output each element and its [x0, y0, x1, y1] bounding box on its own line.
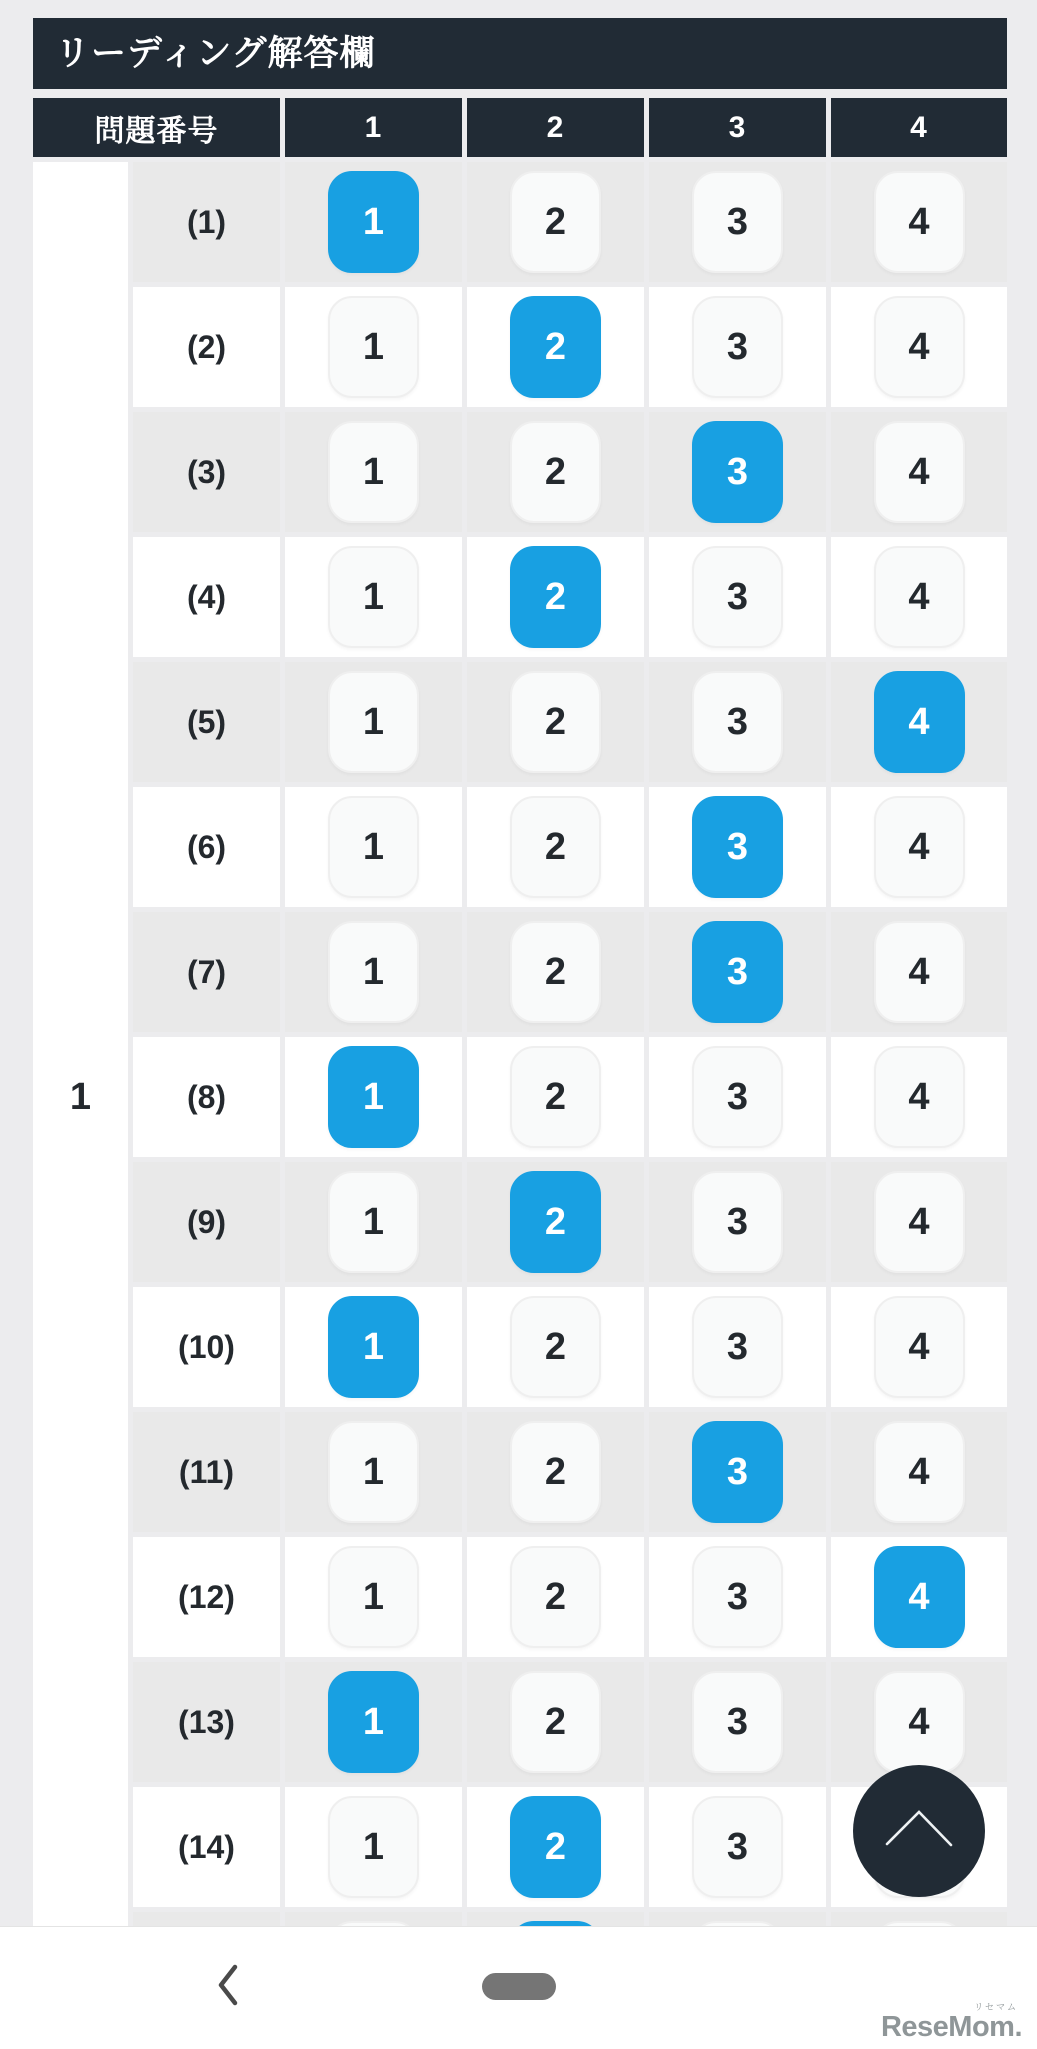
- answer-option-box[interactable]: 4: [874, 296, 965, 398]
- answer-cell: [649, 1537, 826, 1657]
- back-button[interactable]: [215, 1963, 241, 2007]
- answer-cell: [285, 162, 462, 282]
- answer-option-box[interactable]: 4: [874, 546, 965, 648]
- answer-row: [33, 412, 1007, 532]
- answer-cell: [649, 662, 826, 782]
- answer-row: [33, 662, 1007, 782]
- answer-option-box[interactable]: 2: [510, 296, 601, 398]
- answer-option-box[interactable]: 2: [510, 1546, 601, 1648]
- answer-cell: [831, 787, 1007, 907]
- answer-option-box[interactable]: 3: [692, 1546, 783, 1648]
- answer-option-box[interactable]: 4: [874, 1671, 965, 1773]
- question-label: (2): [133, 287, 280, 407]
- answer-cell: [467, 287, 644, 407]
- answer-cell: [285, 1412, 462, 1532]
- answer-option-box[interactable]: 1: [328, 1171, 419, 1273]
- watermark-logo-text: ReseMom.: [880, 2011, 1022, 2043]
- answer-cell: [285, 1037, 462, 1157]
- answer-cell: [831, 1037, 1007, 1157]
- answer-cell: [649, 287, 826, 407]
- answer-option-box[interactable]: 2: [510, 1046, 601, 1148]
- answer-cell: [467, 537, 644, 657]
- answer-cell: [285, 412, 462, 532]
- answer-option-box[interactable]: 2: [510, 1671, 601, 1773]
- answer-row: [33, 1662, 1007, 1782]
- answer-row: [33, 287, 1007, 407]
- answer-row: [33, 162, 1007, 282]
- question-label: (13): [133, 1662, 280, 1782]
- answer-cell: [285, 1662, 462, 1782]
- answer-option-box[interactable]: 1: [328, 296, 419, 398]
- answer-option-box[interactable]: 1: [328, 1296, 419, 1398]
- answer-cell: [831, 1537, 1007, 1657]
- answer-cell: [831, 537, 1007, 657]
- answer-option-box[interactable]: 3: [692, 1171, 783, 1273]
- answer-row: [33, 787, 1007, 907]
- answer-option-box[interactable]: 3: [692, 796, 783, 898]
- question-label: (12): [133, 1537, 280, 1657]
- answer-cell: [649, 1412, 826, 1532]
- answer-option-box[interactable]: 1: [328, 421, 419, 523]
- column-header-question-number: 問題番号: [33, 98, 280, 157]
- sheet-title: リーディング解答欄: [33, 18, 1007, 89]
- question-label: (10): [133, 1287, 280, 1407]
- answer-row: [33, 1037, 1007, 1157]
- answer-row: [33, 537, 1007, 657]
- answer-option-box[interactable]: 4: [874, 421, 965, 523]
- answer-cell: [467, 787, 644, 907]
- watermark-ruby-text: リセマム: [974, 2002, 1018, 2012]
- answer-cell: [467, 1287, 644, 1407]
- answer-option-box[interactable]: 1: [328, 1796, 419, 1898]
- answer-cell: [467, 662, 644, 782]
- answer-cell: [285, 1787, 462, 1907]
- answer-cell: [285, 787, 462, 907]
- answer-option-box[interactable]: 4: [874, 921, 965, 1023]
- answer-option-box[interactable]: 3: [692, 546, 783, 648]
- question-label: (4): [133, 537, 280, 657]
- answer-option-box[interactable]: 1: [328, 1546, 419, 1648]
- answer-cell: [831, 912, 1007, 1032]
- answer-option-box[interactable]: 2: [510, 671, 601, 773]
- answer-cell: [649, 162, 826, 282]
- answer-option-box[interactable]: 2: [510, 1171, 601, 1273]
- answer-option-box[interactable]: 4: [874, 1296, 965, 1398]
- column-header-option-3: 3: [649, 98, 826, 157]
- answer-cell: [467, 412, 644, 532]
- answer-option-box[interactable]: 2: [510, 796, 601, 898]
- answer-cell: [649, 412, 826, 532]
- answer-cell: [649, 1787, 826, 1907]
- system-navigation-bar: [0, 1926, 1037, 2049]
- answer-row: [33, 912, 1007, 1032]
- answer-option-box[interactable]: 2: [510, 171, 601, 273]
- answer-cell: [831, 662, 1007, 782]
- answer-option-box[interactable]: 4: [874, 171, 965, 273]
- answer-sheet-card: [33, 18, 1007, 1920]
- answer-cell: [831, 412, 1007, 532]
- answer-option-box[interactable]: 4: [874, 671, 965, 773]
- answer-cell: [467, 912, 644, 1032]
- answer-cell: [649, 537, 826, 657]
- answer-cell: [649, 1162, 826, 1282]
- answer-option-box[interactable]: 3: [692, 171, 783, 273]
- question-label: (5): [133, 662, 280, 782]
- home-indicator[interactable]: [482, 1973, 556, 2000]
- answer-option-box[interactable]: 2: [510, 1296, 601, 1398]
- answer-option-box[interactable]: 4: [874, 796, 965, 898]
- answer-cell: [831, 162, 1007, 282]
- chevron-up-icon: [880, 1806, 958, 1850]
- answer-row: [33, 1537, 1007, 1657]
- answer-option-box[interactable]: 1: [328, 796, 419, 898]
- question-label: (11): [133, 1412, 280, 1532]
- question-label: (7): [133, 912, 280, 1032]
- answer-cell: [467, 1037, 644, 1157]
- resemom-watermark: [881, 2003, 1022, 2042]
- scroll-to-top-button[interactable]: [853, 1765, 985, 1897]
- question-label: (1): [133, 162, 280, 282]
- answer-option-box[interactable]: 4: [874, 1046, 965, 1148]
- answer-table-viewport: [33, 93, 1007, 1920]
- answer-option-box[interactable]: 1: [328, 1046, 419, 1148]
- answer-cell: [467, 1537, 644, 1657]
- answer-option-box[interactable]: 3: [692, 1296, 783, 1398]
- answer-option-box[interactable]: 3: [692, 1046, 783, 1148]
- question-label: (9): [133, 1162, 280, 1282]
- answer-cell: [285, 1287, 462, 1407]
- answer-option-box[interactable]: 1: [328, 546, 419, 648]
- answer-cell: [467, 1662, 644, 1782]
- answer-cell: [649, 1662, 826, 1782]
- section-number-cell: 1: [33, 162, 128, 2032]
- answer-table: [28, 93, 1012, 2037]
- answer-cell: [285, 662, 462, 782]
- column-header-option-2: 2: [467, 98, 644, 157]
- question-label: (14): [133, 1787, 280, 1907]
- answer-cell: [649, 1037, 826, 1157]
- answer-rows: [33, 162, 1007, 2032]
- answer-row: [33, 1412, 1007, 1532]
- answer-cell: [831, 287, 1007, 407]
- answer-option-box[interactable]: 1: [328, 671, 419, 773]
- chevron-left-icon: [221, 1967, 235, 2003]
- answer-cell: [831, 1162, 1007, 1282]
- answer-cell: [285, 1537, 462, 1657]
- answer-option-box[interactable]: 1: [328, 1671, 419, 1773]
- answer-cell: [285, 912, 462, 1032]
- answer-cell: [467, 1787, 644, 1907]
- question-label: (6): [133, 787, 280, 907]
- answer-option-box[interactable]: 2: [510, 921, 601, 1023]
- answer-cell: [649, 1287, 826, 1407]
- answer-option-box[interactable]: 3: [692, 1796, 783, 1898]
- answer-option-box[interactable]: 4: [874, 1421, 965, 1523]
- answer-option-box[interactable]: 3: [692, 296, 783, 398]
- question-label: (3): [133, 412, 280, 532]
- answer-cell: [831, 1412, 1007, 1532]
- answer-option-box[interactable]: 2: [510, 546, 601, 648]
- answer-cell: [649, 787, 826, 907]
- answer-option-box[interactable]: 2: [510, 1796, 601, 1898]
- question-label: (8): [133, 1037, 280, 1157]
- answer-option-box[interactable]: 3: [692, 1671, 783, 1773]
- answer-option-box[interactable]: 3: [692, 921, 783, 1023]
- answer-option-box[interactable]: 3: [692, 1421, 783, 1523]
- answer-row: [33, 1287, 1007, 1407]
- answer-option-box[interactable]: 3: [692, 671, 783, 773]
- column-header-row: [33, 98, 1007, 157]
- answer-cell: [467, 1412, 644, 1532]
- answer-option-box[interactable]: 2: [510, 421, 601, 523]
- column-header-option-4: 4: [831, 98, 1007, 157]
- answer-cell: [467, 162, 644, 282]
- answer-cell: [831, 1287, 1007, 1407]
- answer-cell: [285, 537, 462, 657]
- answer-row: [33, 1162, 1007, 1282]
- answer-cell: [649, 912, 826, 1032]
- answer-cell: [467, 1162, 644, 1282]
- answer-option-box[interactable]: 2: [510, 1421, 601, 1523]
- answer-cell: [285, 287, 462, 407]
- column-header-option-1: 1: [285, 98, 462, 157]
- answer-option-box[interactable]: 1: [328, 171, 419, 273]
- answer-cell: [285, 1162, 462, 1282]
- answer-option-box[interactable]: 4: [874, 1546, 965, 1648]
- answer-option-box[interactable]: 1: [328, 921, 419, 1023]
- answer-cell: [831, 1662, 1007, 1782]
- answer-option-box[interactable]: 4: [874, 1171, 965, 1273]
- answer-option-box[interactable]: 1: [328, 1421, 419, 1523]
- answer-option-box[interactable]: 3: [692, 421, 783, 523]
